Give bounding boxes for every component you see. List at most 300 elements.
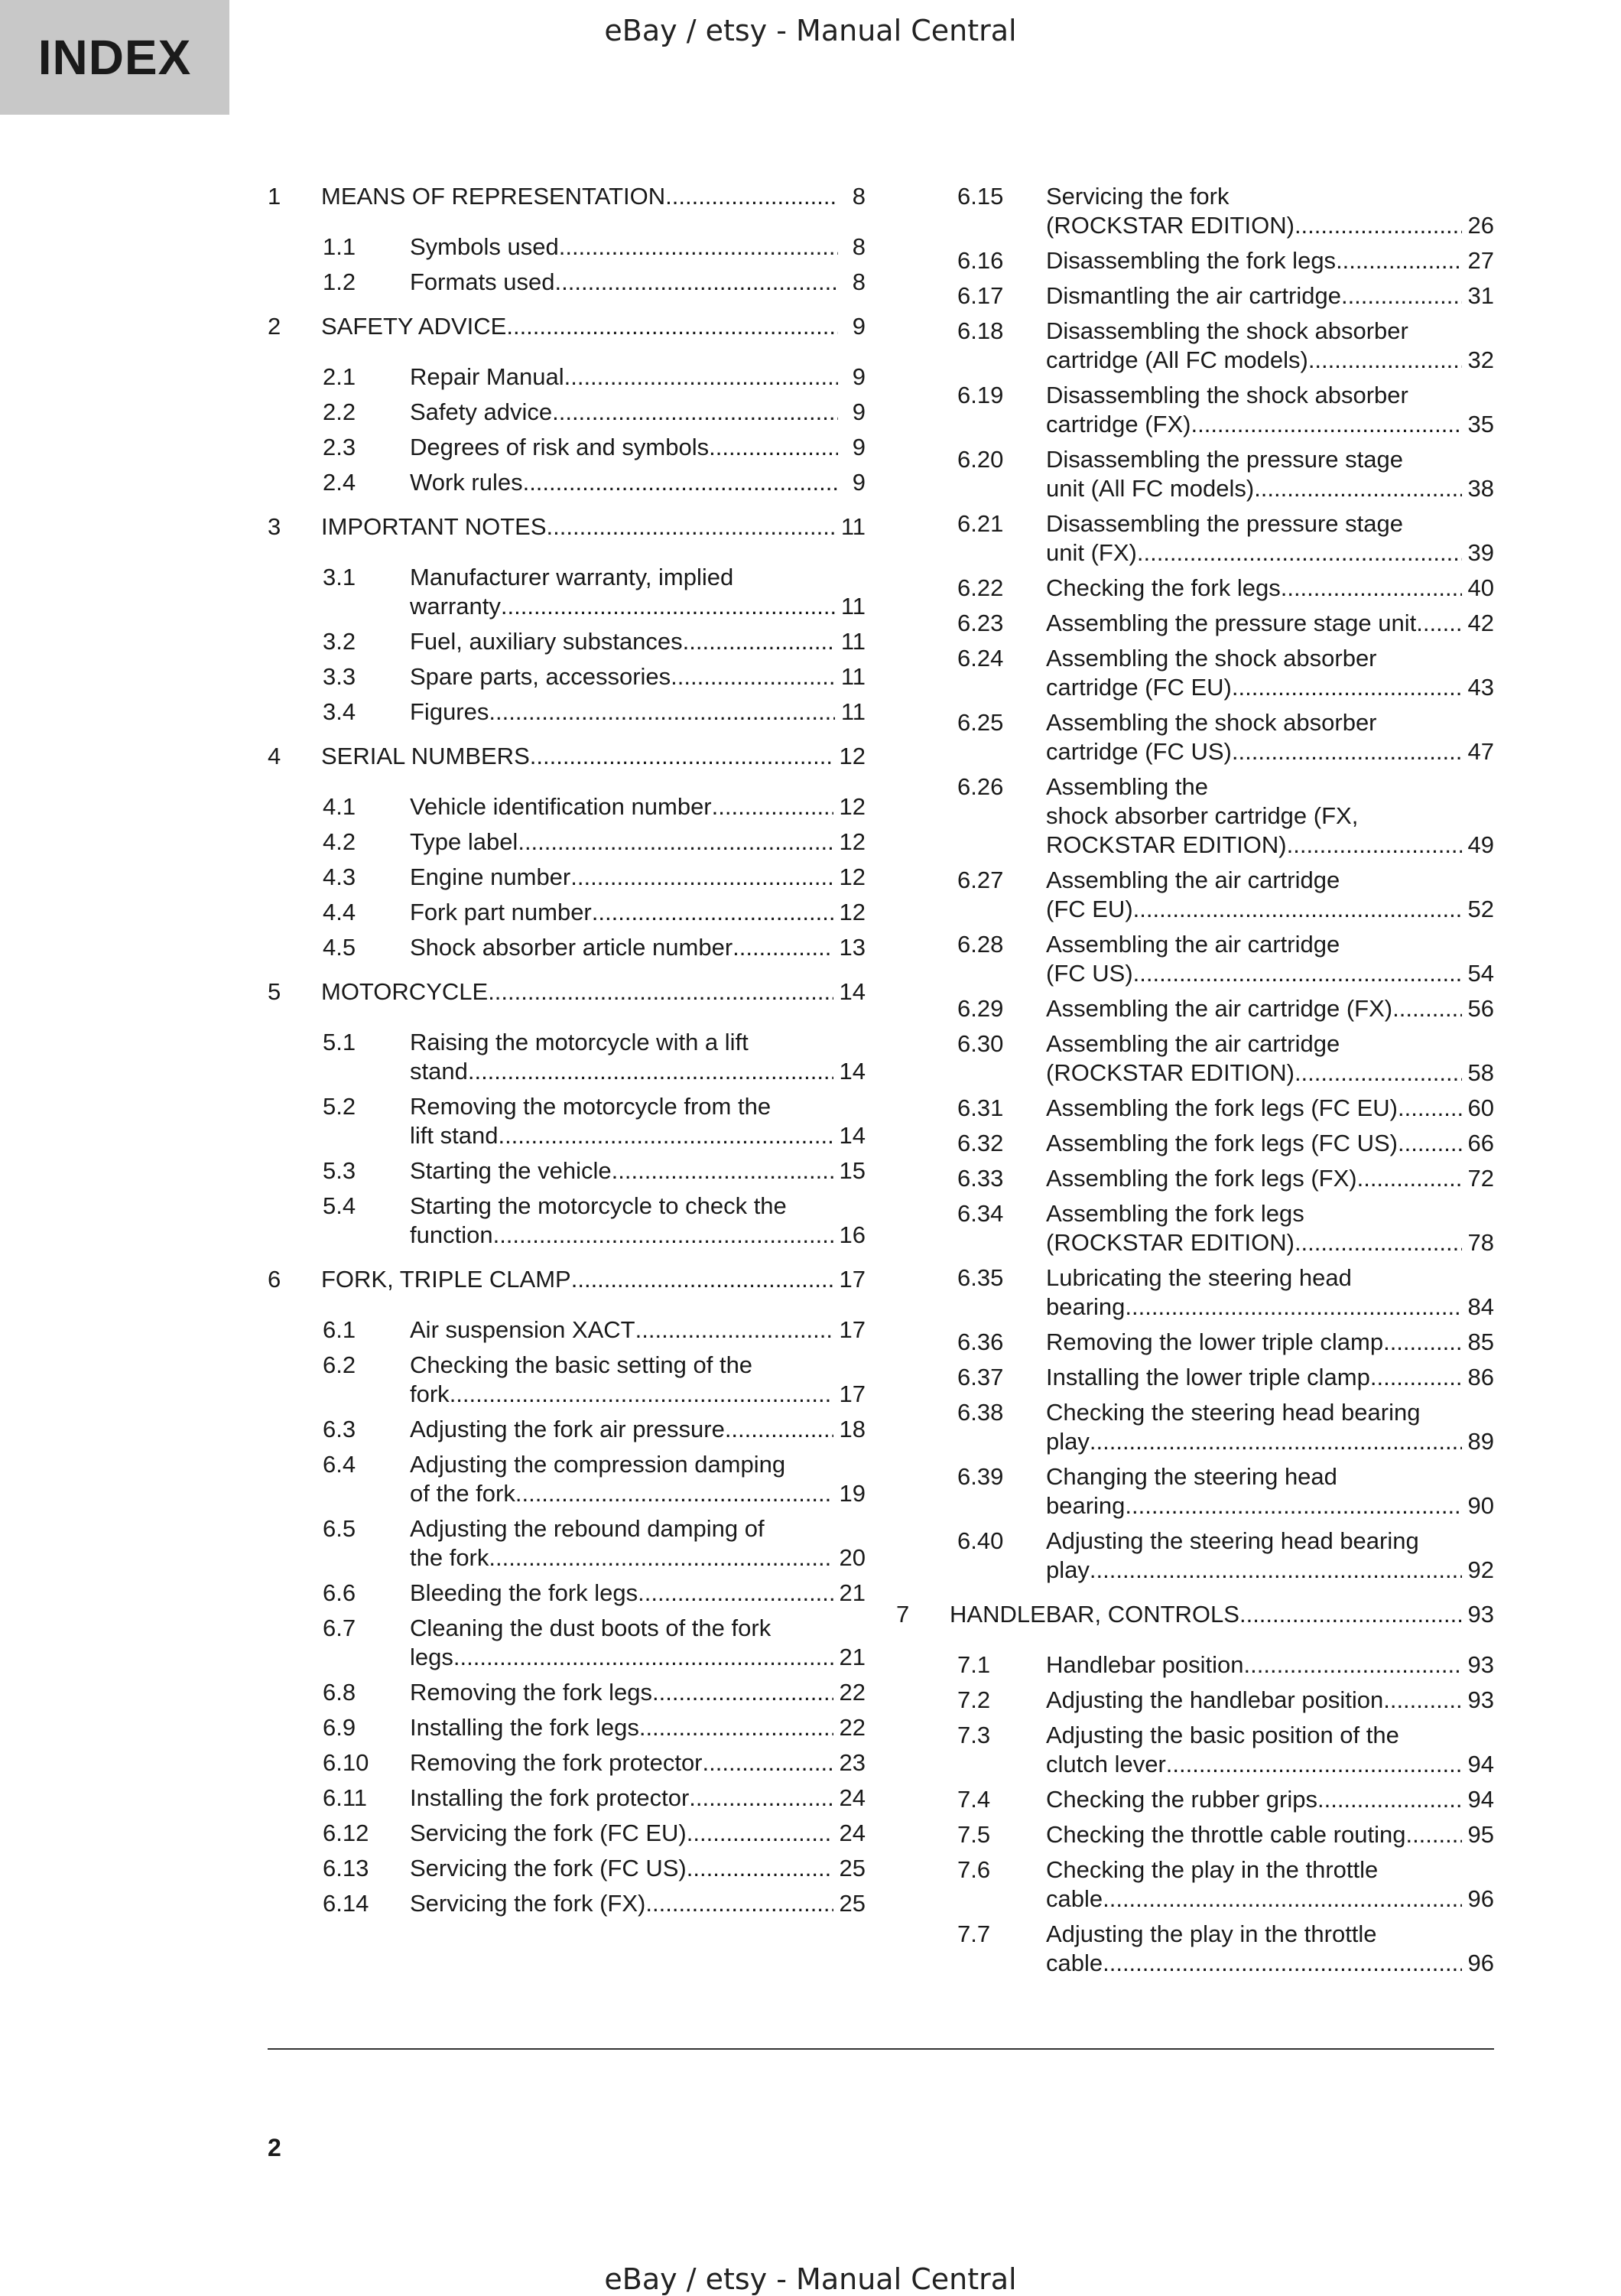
- toc-page-number: 92: [1467, 1556, 1494, 1583]
- toc-entry[interactable]: [268, 1678, 866, 1707]
- toc-page-number: 9: [852, 313, 866, 340]
- toc-title: Air suspension XACT: [410, 1316, 635, 1343]
- toc-page-number: 14: [839, 1058, 866, 1085]
- toc-page-number: 72: [1467, 1165, 1494, 1192]
- toc-number: 2.1: [323, 363, 356, 390]
- toc-chapter[interactable]: [268, 312, 866, 341]
- watermark-top: eBay / etsy - Manual Central: [604, 14, 1017, 47]
- toc-entry[interactable]: [268, 828, 866, 857]
- toc-entry[interactable]: [896, 1398, 1494, 1456]
- toc-entry[interactable]: [896, 866, 1494, 924]
- toc-number: 6.17: [957, 282, 1004, 309]
- toc-number: 6.16: [957, 247, 1004, 274]
- toc-entry[interactable]: [896, 644, 1494, 702]
- toc-number: 7.7: [957, 1920, 991, 1947]
- toc-entry[interactable]: [268, 1351, 866, 1409]
- toc-page-number: 52: [1467, 896, 1494, 922]
- toc-number: 7.2: [957, 1686, 991, 1713]
- toc-page-number: 95: [1467, 1821, 1494, 1848]
- toc-leader-dots: [559, 233, 838, 262]
- toc-page-number: 18: [839, 1416, 866, 1442]
- toc-entry[interactable]: [268, 1156, 866, 1185]
- toc-entry[interactable]: [896, 1820, 1494, 1849]
- toc-title: (ROCKSTAR EDITION): [1046, 212, 1295, 239]
- toc-title: Removing the fork legs: [410, 1679, 653, 1706]
- toc-title: legs: [410, 1644, 453, 1670]
- toc-page-number: 17: [839, 1381, 866, 1407]
- toc-chapter[interactable]: [268, 1265, 866, 1294]
- toc-number: 6.8: [323, 1679, 356, 1706]
- toc-number: 6.30: [957, 1030, 1004, 1057]
- toc-leader-dots: [518, 828, 833, 857]
- toc-title: Disassembling the fork legs: [1046, 247, 1337, 274]
- toc-entry[interactable]: [268, 433, 866, 462]
- index-tab-label: INDEX: [37, 30, 192, 85]
- toc-number: 6.5: [323, 1515, 356, 1542]
- toc-leader-dots: [687, 1854, 833, 1883]
- toc-title: warranty: [410, 593, 501, 620]
- toc-page-number: 54: [1467, 960, 1494, 987]
- toc-title: FORK, TRIPLE CLAMP: [321, 1266, 571, 1293]
- toc-page-number: 21: [839, 1644, 866, 1670]
- toc-entry[interactable]: [896, 1094, 1494, 1123]
- toc-leader-dots: [501, 592, 835, 621]
- toc-entry[interactable]: [268, 1579, 866, 1608]
- toc-chapter[interactable]: [268, 742, 866, 771]
- toc-leader-dots: [1357, 1164, 1462, 1193]
- toc-page-number: 9: [852, 469, 866, 496]
- toc-number: 6.3: [323, 1416, 356, 1442]
- toc-title: cartridge (All FC models): [1046, 346, 1308, 373]
- toc-entry[interactable]: [896, 1363, 1494, 1392]
- toc-number: 6.15: [957, 183, 1004, 210]
- toc-leader-dots: [488, 977, 833, 1007]
- toc-title: Installing the fork legs: [410, 1714, 639, 1741]
- toc-page-number: 90: [1467, 1492, 1494, 1519]
- toc-number: 3.3: [323, 663, 356, 690]
- toc-entry[interactable]: [896, 1462, 1494, 1520]
- toc-title: Assembling the: [1046, 773, 1208, 800]
- toc-page-number: 17: [839, 1316, 866, 1343]
- toc-entry[interactable]: [896, 246, 1494, 275]
- toc-leader-dots: [1239, 1600, 1462, 1629]
- toc-leader-dots: [1281, 574, 1462, 603]
- toc-entry[interactable]: [268, 1819, 866, 1848]
- toc-number: 5.3: [323, 1157, 356, 1184]
- toc-leader-dots: [639, 1713, 833, 1742]
- toc-page-number: 11: [840, 593, 866, 620]
- toc-leader-dots: [1232, 737, 1462, 766]
- toc-title: cable: [1046, 1885, 1103, 1912]
- toc-entry[interactable]: [268, 468, 866, 497]
- toc-leader-dots: [1317, 1785, 1462, 1814]
- toc-entry[interactable]: [896, 930, 1494, 988]
- toc-page-number: 94: [1467, 1751, 1494, 1777]
- toc-entry[interactable]: [896, 1263, 1494, 1322]
- toc-number: 6.25: [957, 709, 1004, 736]
- toc-title: Assembling the shock absorber: [1046, 709, 1377, 736]
- toc-leader-dots: [635, 1315, 833, 1345]
- toc-title: unit (All FC models): [1046, 475, 1255, 502]
- toc-leader-dots: [687, 1819, 833, 1848]
- toc-title: Assembling the fork legs (FC EU): [1046, 1094, 1398, 1121]
- toc-leader-dots: [592, 898, 833, 927]
- toc-leader-dots: [493, 1221, 833, 1250]
- toc-entry[interactable]: [896, 994, 1494, 1023]
- toc-title: Bleeding the fork legs: [410, 1579, 638, 1606]
- toc-entry[interactable]: [268, 1889, 866, 1918]
- toc-number: 7.5: [957, 1821, 991, 1848]
- toc-chapter[interactable]: [896, 1600, 1494, 1629]
- toc-entry[interactable]: [896, 1129, 1494, 1158]
- toc-page-number: 96: [1467, 1885, 1494, 1912]
- toc-number: 2.2: [323, 398, 356, 425]
- toc-page-number: 43: [1467, 674, 1494, 701]
- toc-entry[interactable]: [268, 563, 866, 621]
- toc-title: Assembling the air cartridge: [1046, 931, 1340, 958]
- toc-number: 3.2: [323, 628, 356, 655]
- toc-leader-dots: [1405, 1820, 1461, 1849]
- toc-chapter[interactable]: [268, 512, 866, 541]
- toc-entry[interactable]: [896, 317, 1494, 375]
- toc-title: Fork part number: [410, 899, 592, 925]
- toc-number: 6.33: [957, 1165, 1004, 1192]
- toc-page-number: 49: [1467, 831, 1494, 858]
- toc-entry[interactable]: [896, 574, 1494, 603]
- toc-title: Removing the fork protector: [410, 1749, 703, 1776]
- toc-entry[interactable]: [896, 1164, 1494, 1193]
- toc-page-number: 89: [1467, 1428, 1494, 1455]
- toc-leader-dots: [683, 627, 835, 656]
- toc-entry[interactable]: [268, 1315, 866, 1345]
- toc-number: 6.37: [957, 1364, 1004, 1390]
- toc-title: Adjusting the rebound damping of: [410, 1515, 765, 1542]
- toc-entry[interactable]: [268, 1713, 866, 1742]
- toc-entry[interactable]: [896, 1650, 1494, 1680]
- toc-title: Assembling the air cartridge (FX): [1046, 995, 1393, 1022]
- toc-leader-dots: [1295, 1228, 1462, 1257]
- toc-leader-dots: [489, 1543, 833, 1572]
- toc-number: 7.1: [957, 1651, 991, 1678]
- toc-entry[interactable]: [268, 898, 866, 927]
- toc-leader-dots: [453, 1643, 833, 1672]
- toc-number: 6.39: [957, 1463, 1004, 1490]
- toc-leader-dots: [1398, 1129, 1462, 1158]
- toc-right-column: [896, 182, 1494, 1984]
- toc-title: cable: [1046, 1950, 1103, 1976]
- toc-number: 7.3: [957, 1722, 991, 1748]
- toc-title: MOTORCYCLE: [321, 978, 489, 1005]
- toc-leader-dots: [1166, 1750, 1462, 1779]
- toc-leader-dots: [652, 1678, 833, 1707]
- toc-page-number: 12: [839, 743, 866, 769]
- toc-title: Adjusting the compression damping: [410, 1451, 786, 1478]
- toc-leader-dots: [1103, 1885, 1461, 1914]
- toc-page-number: 96: [1467, 1950, 1494, 1976]
- toc-title: Adjusting the handlebar position: [1046, 1686, 1384, 1713]
- toc-page-number: 25: [839, 1855, 866, 1881]
- toc-title: bearing: [1046, 1492, 1126, 1519]
- toc-entry[interactable]: [268, 627, 866, 656]
- toc-number: 6.20: [957, 446, 1004, 473]
- toc-title: MEANS OF REPRESENTATION: [321, 183, 666, 210]
- toc-chapter[interactable]: [268, 977, 866, 1007]
- toc-title: Checking the throttle cable routing: [1046, 1821, 1406, 1848]
- toc-number: 6.35: [957, 1264, 1004, 1291]
- toc-page-number: 66: [1467, 1130, 1494, 1156]
- toc-number: 6.24: [957, 645, 1004, 672]
- toc-entry[interactable]: [268, 1514, 866, 1572]
- toc-number: 7.6: [957, 1856, 991, 1883]
- toc-page-number: 21: [839, 1579, 866, 1606]
- toc-leader-dots: [564, 363, 838, 392]
- toc-page-number: 60: [1467, 1094, 1494, 1121]
- toc-number: 1.2: [323, 268, 356, 295]
- toc-leader-dots: [1090, 1427, 1462, 1456]
- toc-number: 6.12: [323, 1820, 369, 1846]
- toc-title: Installing the lower triple clamp: [1046, 1364, 1370, 1390]
- toc-leader-dots: [468, 1057, 833, 1086]
- toc-leader-dots: [645, 1889, 833, 1918]
- toc-title: HANDLEBAR, CONTROLS: [950, 1601, 1239, 1628]
- toc-leader-dots: [1103, 1949, 1461, 1978]
- toc-entry[interactable]: [896, 1920, 1494, 1978]
- toc-number: 7: [896, 1601, 910, 1628]
- toc-leader-dots: [515, 1479, 833, 1508]
- toc-page-number: 93: [1467, 1651, 1494, 1678]
- toc-entry[interactable]: [896, 1686, 1494, 1715]
- toc-title: Disassembling the shock absorber: [1046, 382, 1408, 408]
- toc-number: 6.32: [957, 1130, 1004, 1156]
- toc-number: 6.28: [957, 931, 1004, 958]
- toc-entry[interactable]: [268, 268, 866, 297]
- toc-entry[interactable]: [896, 182, 1494, 240]
- toc-page-number: 27: [1467, 247, 1494, 274]
- toc-title: Checking the basic setting of the: [410, 1351, 753, 1378]
- toc-number: 6.13: [323, 1855, 369, 1881]
- toc-number: 6.14: [323, 1890, 369, 1917]
- toc-title: Symbols used: [410, 233, 559, 260]
- toc-page-number: 84: [1467, 1293, 1494, 1320]
- toc-title: Shock absorber article number: [410, 934, 733, 961]
- toc-leader-dots: [1398, 1094, 1462, 1123]
- toc-entry[interactable]: [268, 1784, 866, 1813]
- footer-divider: [268, 2048, 1494, 2050]
- toc-page-number: 14: [839, 978, 866, 1005]
- toc-page-number: 8: [852, 268, 866, 295]
- toc-entry[interactable]: [268, 1415, 866, 1444]
- toc-entry[interactable]: [896, 1855, 1494, 1914]
- toc-entry[interactable]: [268, 233, 866, 262]
- toc-page-number: 9: [852, 398, 866, 425]
- toc-page-number: 17: [839, 1266, 866, 1293]
- toc-number: 6.31: [957, 1094, 1004, 1121]
- toc-entry[interactable]: [268, 863, 866, 892]
- toc-title: ROCKSTAR EDITION): [1046, 831, 1287, 858]
- toc-entry[interactable]: [268, 363, 866, 392]
- toc-leader-dots: [1383, 1686, 1461, 1715]
- toc-title: (ROCKSTAR EDITION): [1046, 1059, 1295, 1086]
- toc-entry[interactable]: [896, 509, 1494, 567]
- toc-page-number: 9: [852, 434, 866, 460]
- toc-page-number: 16: [839, 1221, 866, 1248]
- toc-leader-dots: [552, 398, 838, 427]
- toc-number: 6.1: [323, 1316, 356, 1343]
- toc-entry[interactable]: [268, 1748, 866, 1777]
- toc-leader-dots: [498, 1121, 833, 1150]
- toc-page-number: 12: [839, 828, 866, 855]
- toc-number: 6.22: [957, 574, 1004, 601]
- toc-title: Disassembling the pressure stage: [1046, 446, 1403, 473]
- toc-title: cartridge (FC EU): [1046, 674, 1232, 701]
- toc-entry[interactable]: [896, 772, 1494, 860]
- toc-entry[interactable]: [268, 933, 866, 962]
- toc-entry[interactable]: [896, 609, 1494, 638]
- toc-entry[interactable]: [268, 398, 866, 427]
- toc-entry[interactable]: [268, 1450, 866, 1508]
- toc-number: 6.4: [323, 1451, 356, 1478]
- toc-number: 4.5: [323, 934, 356, 961]
- toc-entry[interactable]: [268, 792, 866, 821]
- toc-entry[interactable]: [896, 1029, 1494, 1088]
- toc-page-number: 32: [1467, 346, 1494, 373]
- toc-page-number: 11: [840, 628, 866, 655]
- toc-leader-dots: [571, 1265, 833, 1294]
- watermark-bottom: eBay / etsy - Manual Central: [604, 2262, 1017, 2296]
- toc-page-number: 14: [839, 1122, 866, 1149]
- toc-title: Removing the motorcycle from the: [410, 1093, 772, 1120]
- toc-title: Adjusting the play in the throttle: [1046, 1920, 1377, 1947]
- toc-page-number: 24: [839, 1820, 866, 1846]
- toc-number: 1: [268, 183, 281, 210]
- toc-entry[interactable]: [268, 1028, 866, 1086]
- toc-page-number: 85: [1467, 1328, 1494, 1355]
- toc-leader-dots: [1133, 959, 1462, 988]
- toc-page-number: 23: [839, 1749, 866, 1776]
- toc-page-number: 47: [1467, 738, 1494, 765]
- toc-number: 6.38: [957, 1399, 1004, 1426]
- toc-title: Handlebar position: [1046, 1651, 1244, 1678]
- toc-number: 6.40: [957, 1527, 1004, 1554]
- toc-leader-dots: [671, 662, 835, 691]
- toc-page-number: 22: [839, 1714, 866, 1741]
- toc-number: 2.4: [323, 469, 356, 496]
- toc-title: Removing the lower triple clamp: [1046, 1328, 1384, 1355]
- toc-page-number: 20: [839, 1544, 866, 1571]
- toc-number: 6.27: [957, 867, 1004, 893]
- toc-number: 3.4: [323, 698, 356, 725]
- toc-number: 6.6: [323, 1579, 356, 1606]
- toc-page-number: 86: [1467, 1364, 1494, 1390]
- toc-page-number: 26: [1467, 212, 1494, 239]
- toc-entry[interactable]: [896, 708, 1494, 766]
- toc-entry[interactable]: [896, 1721, 1494, 1779]
- toc-title: cartridge (FC US): [1046, 738, 1232, 765]
- toc-title: Assembling the fork legs (FX): [1046, 1165, 1357, 1192]
- toc-leader-dots: [1370, 1363, 1462, 1392]
- toc-page-number: 22: [839, 1679, 866, 1706]
- toc-leader-dots: [547, 512, 835, 541]
- toc-page-number: 35: [1467, 411, 1494, 437]
- toc-leader-dots: [733, 933, 833, 962]
- toc-title: fork: [410, 1381, 450, 1407]
- toc-leader-dots: [530, 742, 833, 771]
- toc-entry[interactable]: [896, 281, 1494, 311]
- toc-page-number: 25: [839, 1890, 866, 1917]
- toc-title: Starting the vehicle: [410, 1157, 612, 1184]
- toc-title: Lubricating the steering head: [1046, 1264, 1352, 1291]
- toc-number: 5.2: [323, 1093, 356, 1120]
- toc-leader-dots: [1341, 281, 1462, 311]
- toc-leader-dots: [725, 1415, 833, 1444]
- toc-title: Assembling the pressure stage unit: [1046, 610, 1417, 636]
- toc-title: Formats used: [410, 268, 555, 295]
- toc-entry[interactable]: [896, 381, 1494, 439]
- toc-page-number: 24: [839, 1784, 866, 1811]
- toc-entry[interactable]: [268, 1854, 866, 1883]
- toc-number: 6.2: [323, 1351, 356, 1378]
- toc-page-number: 12: [839, 899, 866, 925]
- toc-number: 6.21: [957, 510, 1004, 537]
- toc-entry[interactable]: [896, 445, 1494, 503]
- toc-leader-dots: [638, 1579, 833, 1608]
- toc-title: Checking the rubber grips: [1046, 1786, 1317, 1813]
- toc-leader-dots: [570, 863, 833, 892]
- toc-leader-dots: [555, 268, 838, 297]
- toc-leader-dots: [712, 792, 833, 821]
- toc-page-number: 11: [840, 698, 866, 725]
- toc-title: Degrees of risk and symbols: [410, 434, 710, 460]
- toc-title: Safety advice: [410, 398, 553, 425]
- toc-entry[interactable]: [268, 662, 866, 691]
- toc-entry[interactable]: [896, 1328, 1494, 1357]
- toc-entry[interactable]: [896, 1527, 1494, 1585]
- toc-title: Work rules: [410, 469, 523, 496]
- toc-title: SAFETY ADVICE: [321, 313, 507, 340]
- toc-chapter[interactable]: [268, 182, 866, 211]
- toc-title: (FC US): [1046, 960, 1133, 987]
- toc-number: 6.7: [323, 1615, 356, 1641]
- toc-title: Assembling the shock absorber: [1046, 645, 1377, 672]
- toc-entry[interactable]: [268, 1192, 866, 1250]
- toc-page-number: 94: [1467, 1786, 1494, 1813]
- toc-entry[interactable]: [268, 1614, 866, 1672]
- toc-entry[interactable]: [896, 1199, 1494, 1257]
- toc-leader-dots: [689, 1784, 833, 1813]
- toc-entry[interactable]: [896, 1785, 1494, 1814]
- toc-title: Checking the play in the throttle: [1046, 1856, 1379, 1883]
- toc-leader-dots: [1133, 895, 1462, 924]
- toc-page-number: 15: [839, 1157, 866, 1184]
- toc-page-number: 39: [1467, 539, 1494, 566]
- toc-leader-dots: [1254, 474, 1461, 503]
- toc-title: the fork: [410, 1544, 489, 1571]
- toc-entry[interactable]: [268, 698, 866, 727]
- toc-title: Servicing the fork: [1046, 183, 1230, 210]
- toc-title: IMPORTANT NOTES: [321, 513, 547, 540]
- toc-title: Raising the motorcycle with a lift: [410, 1029, 749, 1055]
- toc-leader-dots: [1295, 1059, 1462, 1088]
- toc-number: 6.23: [957, 610, 1004, 636]
- toc-number: 3: [268, 513, 281, 540]
- toc-leader-dots: [1232, 673, 1462, 702]
- toc-title: bearing: [1046, 1293, 1126, 1320]
- toc-title: Changing the steering head: [1046, 1463, 1337, 1490]
- toc-page-number: 13: [839, 934, 866, 961]
- toc-leader-dots: [1287, 831, 1462, 860]
- toc-entry[interactable]: [268, 1092, 866, 1150]
- toc-number: 4.3: [323, 863, 356, 890]
